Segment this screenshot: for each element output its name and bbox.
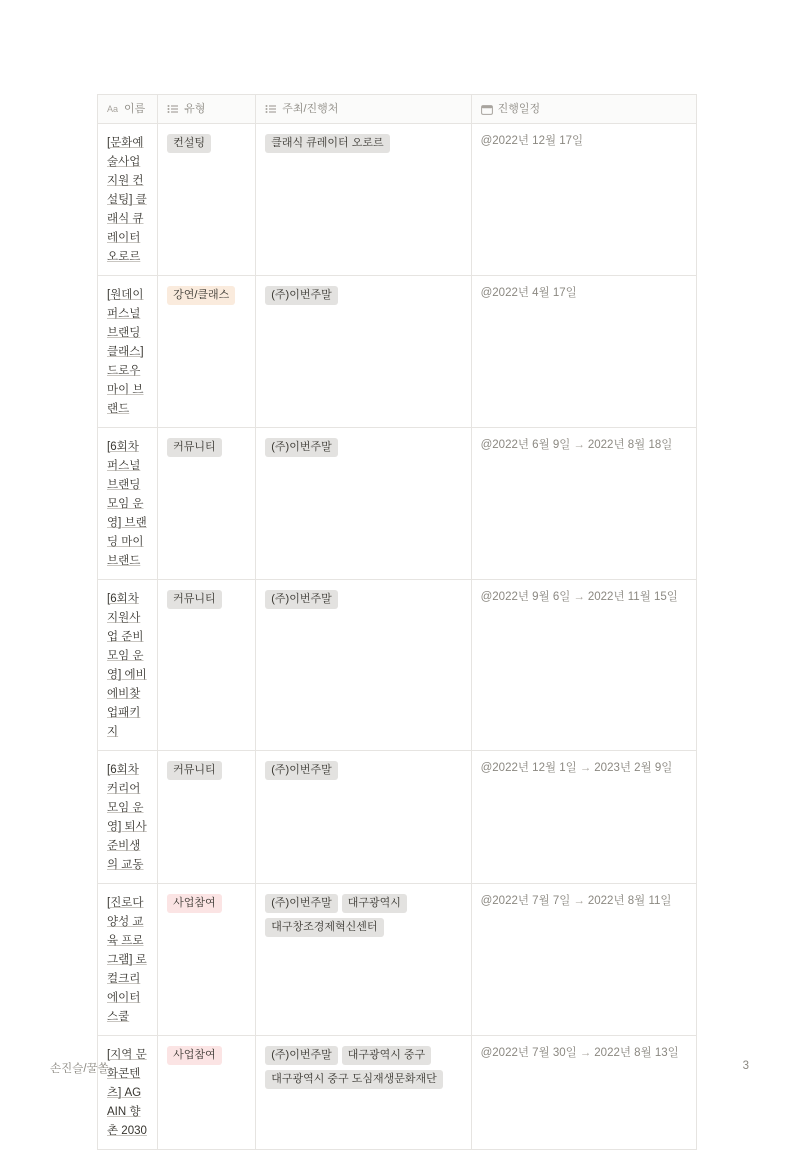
row-host-cell (256, 751, 471, 884)
range-arrow-icon: → (573, 439, 585, 451)
table-row[interactable] (98, 276, 697, 428)
column-header-host[interactable] (256, 95, 471, 124)
range-arrow-icon: → (579, 762, 592, 774)
row-title-cell (98, 884, 158, 1036)
host-tag: (주)이번주말 (265, 286, 337, 305)
host-tag: 대구광역시 중구 (342, 1046, 431, 1065)
column-header-schedule[interactable] (471, 95, 696, 124)
host-tag: (주)이번주말 (265, 438, 337, 457)
table-header-row (98, 95, 697, 124)
column-header-label: 진행일정 (497, 103, 541, 115)
row-host-cell (256, 1036, 471, 1150)
host-tag: 클래식 큐레이터 오로르 (265, 134, 389, 153)
row-type-cell (158, 751, 256, 884)
column-header-label: 이름 (124, 103, 146, 115)
host-tag: 대구광역시 중구 도심재생문화재단 (265, 1070, 443, 1089)
row-host-cell (256, 884, 471, 1036)
row-host-cell (256, 276, 471, 428)
row-type-cell (158, 124, 256, 276)
table-row[interactable] (98, 124, 697, 276)
table-row[interactable] (98, 1036, 697, 1150)
schedule-end: 2023년 2월 9일 (594, 762, 673, 774)
range-arrow-icon: → (579, 1047, 592, 1059)
row-title-cell (98, 1036, 158, 1150)
row-type-cell (158, 428, 256, 580)
row-title-cell (98, 124, 158, 276)
type-tag: 커뮤니티 (167, 438, 222, 457)
database-table (97, 94, 697, 1150)
footer-author: 손진슬/꿀쏠 (50, 1063, 109, 1075)
row-host-cell (256, 124, 471, 276)
row-schedule-cell (471, 751, 696, 884)
row-schedule-cell (471, 1036, 696, 1150)
schedule-start: @2022년 6월 9일 (480, 439, 571, 451)
row-schedule-cell (471, 580, 696, 751)
row-title-link[interactable]: [문화예술사업 지원 컨설팅] 클래식 큐레이터 오로르 (107, 137, 147, 263)
type-tag: 컨설팅 (167, 134, 211, 153)
row-host-cell (256, 428, 471, 580)
host-tag: (주)이번주말 (265, 590, 337, 609)
schedule-end: 2022년 8월 13일 (594, 1047, 679, 1059)
table-row[interactable] (98, 751, 697, 884)
row-title-link[interactable]: [지역 문화콘텐츠] AGAIN 향촌 2030 (107, 1049, 147, 1137)
row-schedule-cell (471, 428, 696, 580)
list-icon (167, 104, 179, 114)
schedule-start: @2022년 4월 17일 (480, 287, 577, 299)
table-row[interactable] (98, 580, 697, 751)
row-title-cell (98, 428, 158, 580)
calendar-icon (481, 104, 493, 115)
schedule-start: @2022년 7월 30일 (480, 1047, 577, 1059)
range-arrow-icon: → (573, 895, 585, 907)
schedule-end: 2022년 8월 18일 (587, 439, 673, 451)
table-row[interactable] (98, 884, 697, 1036)
row-schedule-cell (471, 276, 696, 428)
column-header-label: 주최/진행처 (282, 103, 339, 115)
host-tag: (주)이번주말 (265, 1046, 337, 1065)
row-type-cell (158, 580, 256, 751)
row-schedule-cell (471, 884, 696, 1036)
schedule-start: @2022년 12월 1일 (480, 762, 577, 774)
type-tag: 강연/클래스 (167, 286, 235, 305)
type-tag: 커뮤니티 (167, 761, 222, 780)
row-type-cell (158, 1036, 256, 1150)
page-number: 3 (742, 1060, 749, 1072)
row-title-cell (98, 751, 158, 884)
svg-text:Aa: Aa (107, 104, 119, 114)
host-tag: 대구광역시 (342, 894, 407, 913)
column-header-type[interactable] (158, 95, 256, 124)
host-tag: (주)이번주말 (265, 761, 337, 780)
row-title-link[interactable]: [6회차 커리어 모임 운영] 퇴사준비생의 교동 (107, 764, 147, 871)
type-tag: 사업참여 (167, 894, 222, 913)
host-tag: (주)이번주말 (265, 894, 337, 913)
row-title-link[interactable]: [진로다양성 교육 프로그램] 로컬크리에이터 스쿨 (107, 897, 147, 1023)
row-host-cell (256, 580, 471, 751)
range-arrow-icon: → (573, 591, 585, 603)
row-title-cell (98, 580, 158, 751)
schedule-start: @2022년 7월 7일 (480, 895, 571, 907)
row-title-link[interactable]: [6회차 퍼스널브랜딩 모임 운영] 브랜딩 마이 브랜드 (107, 441, 147, 567)
database-table-container (97, 94, 697, 1150)
table-body (98, 124, 697, 1150)
type-tag: 사업참여 (167, 1046, 222, 1065)
schedule-start: @2022년 9월 6일 (480, 591, 571, 603)
row-type-cell (158, 276, 256, 428)
table-row[interactable] (98, 428, 697, 580)
text-aa-icon (107, 104, 119, 114)
row-schedule-cell (471, 124, 696, 276)
column-header-name[interactable] (98, 95, 158, 124)
schedule-end: 2022년 11월 15일 (587, 591, 678, 603)
host-tag: 대구창조경제혁신센터 (265, 918, 383, 937)
schedule-end: 2022년 8월 11일 (587, 895, 672, 907)
row-title-link[interactable]: [원데이 퍼스널브랜딩 클래스] 드로우 마이 브랜드 (107, 289, 144, 415)
list-icon (265, 104, 277, 114)
row-title-cell (98, 276, 158, 428)
row-title-link[interactable]: [6회차 지원사업 준비 모임 운영] 에비에비찾업패키지 (107, 593, 147, 738)
column-header-label: 유형 (184, 103, 206, 115)
row-type-cell (158, 884, 256, 1036)
schedule-start: @2022년 12월 17일 (480, 135, 584, 147)
type-tag: 커뮤니티 (167, 590, 222, 609)
